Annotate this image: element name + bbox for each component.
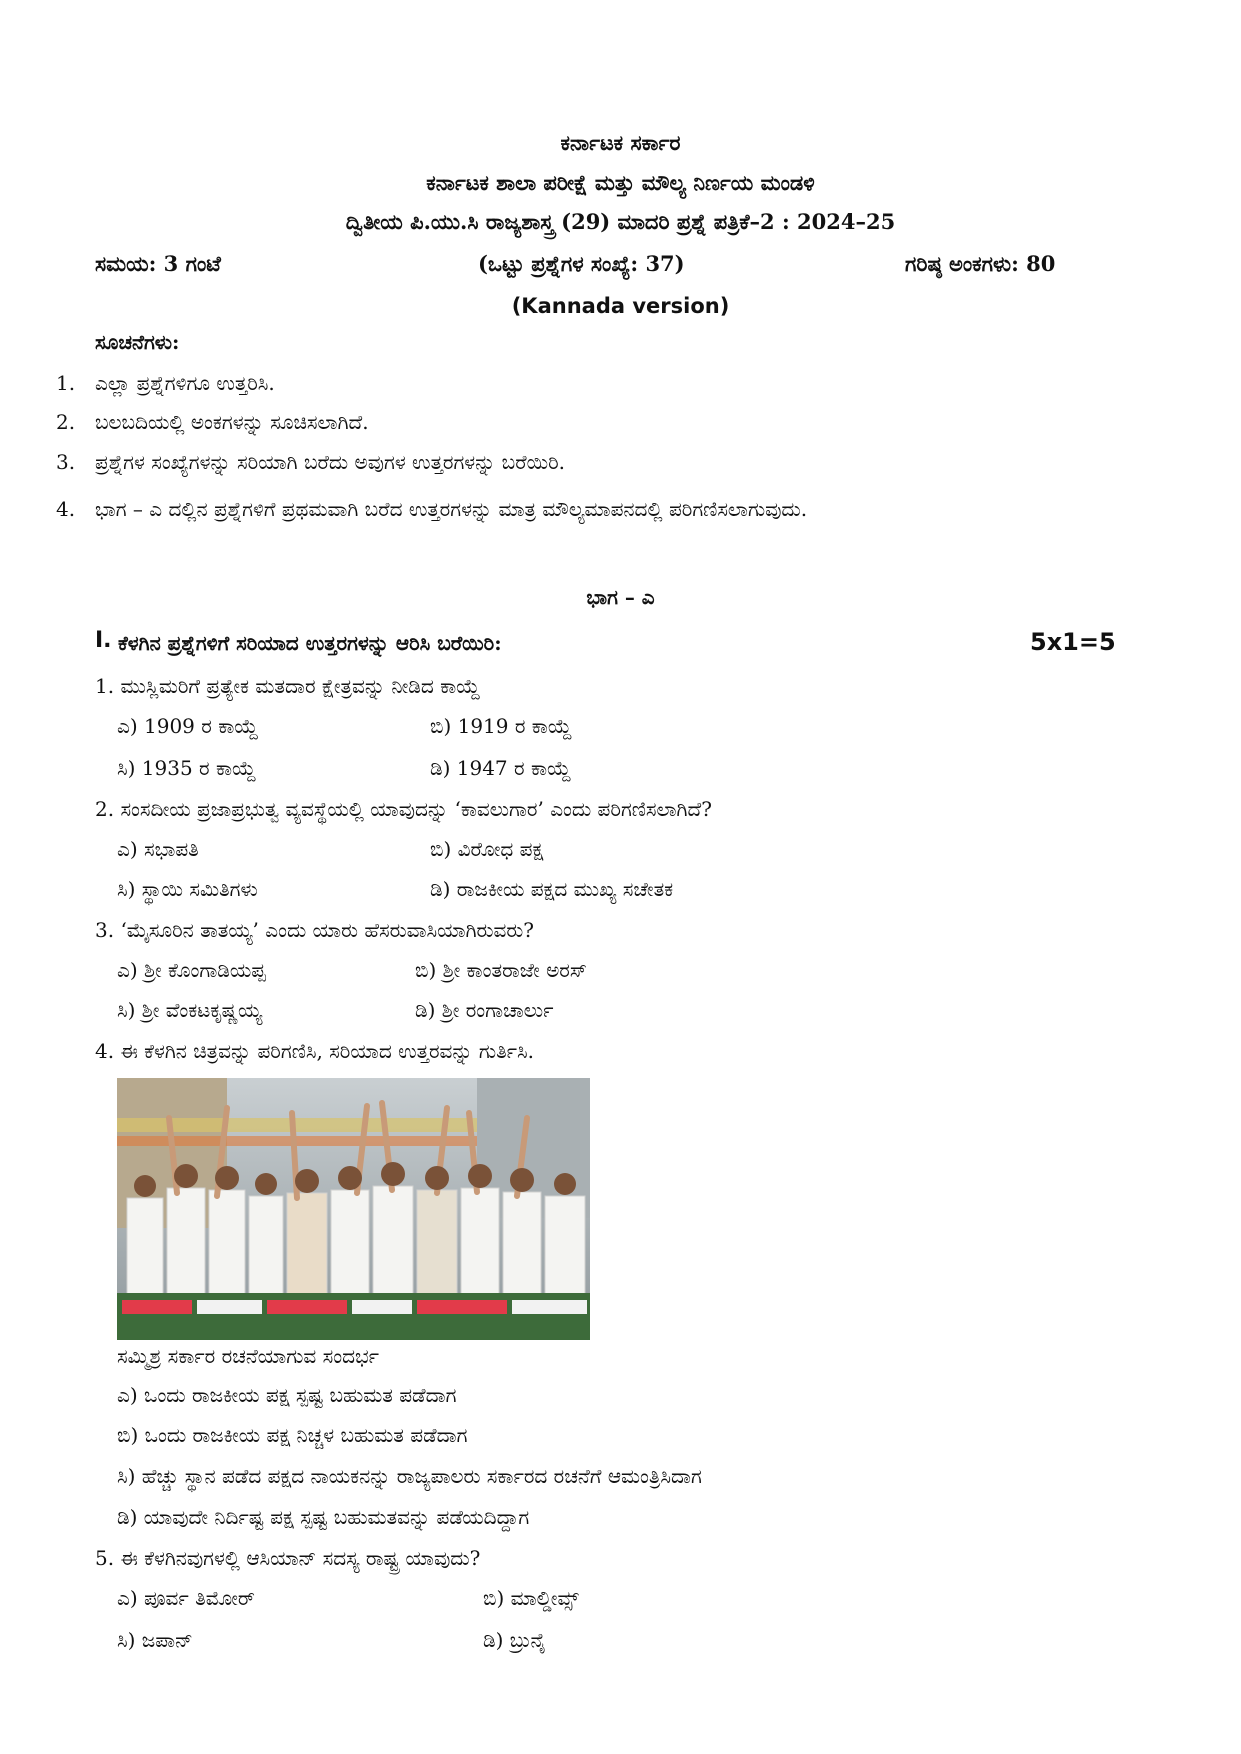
option-d: ಡಿ) ಶ್ರೀ ರಂಗಾಚಾರ್ಲು [415,998,554,1022]
part-marks: 5x1=5 [1030,628,1116,656]
question-4: 4. ಈ ಕೆಳಗಿನ ಚಿತ್ರವನ್ನು ಪರಿಗಣಿಸಿ, ಸರಿಯಾದ ಉತ್ತರವನ್ನು ಗುರ್ತಿಸಿ. [95,1039,535,1063]
max-marks-label: ಗರಿಷ್ಠ ಅಂಕಗಳು: 80 [905,251,1056,276]
option-c: ಸಿ) ಜಪಾನ್ [117,1628,193,1652]
instructions-heading: ಸೂಚನೆಗಳು: [95,330,180,354]
option-d: ಡಿ) ಯಾವುದೇ ನಿರ್ದಿಷ್ಟ ಪಕ್ಷ ಸ್ಪಷ್ಟ ಬಹುಮತವನ್ನು ಪಡೆಯದಿದ್ದಾಗ [117,1505,530,1529]
option-d: ಡಿ) ಬ್ರುನೈ [483,1628,546,1652]
question-2: 2. ಸಂಸದೀಯ ಪ್ರಜಾಪ್ರಭುತ್ವ ವ್ಯವಸ್ಥೆಯಲ್ಲಿ ಯಾವುದನ್ನು ‘ಕಾವಲುಗಾರ’ ಎಂದು ಪರಿಗಣಿಸಲಾಗಿದೆ? [95,797,712,821]
option-a: ಎ) ಸಭಾಪತಿ [117,837,199,861]
instruction-number: 1. [56,371,76,395]
option-c: ಸಿ) ಶ್ರೀ ವೆಂಕಟಕೃಷ್ಣಯ್ಯ [117,998,263,1022]
question-5: 5. ಈ ಕೆಳಗಿನವುಗಳಲ್ಲಿ ಆಸಿಯಾನ್ ಸದಸ್ಯ ರಾಷ್ಟ್ರ ಯಾವುದು? [95,1546,481,1570]
option-b: ಬಿ) ಒಂದು ರಾಜಕೀಯ ಪಕ್ಷ ನಿಚ್ಚಳ ಬಹುಮತ ಪಡೆದಾಗ [117,1423,468,1447]
option-d: ಡಿ) 1947 ರ ಕಾಯ್ದೆ [430,756,572,780]
option-b: ಬಿ) ವಿರೋಧ ಪಕ್ಷ [430,837,544,861]
instruction-number: 2. [56,410,76,434]
option-d: ಡಿ) ರಾಜಕೀಯ ಪಕ್ಷದ ಮುಖ್ಯ ಸಚೇತಕ [430,877,674,901]
option-b: ಬಿ) 1919 ರ ಕಾಯ್ದೆ [430,714,572,738]
option-c: ಸಿ) ಹೆಚ್ಚು ಸ್ಥಾನ ಪಡೆದ ಪಕ್ಷದ ನಾಯಕನನ್ನು ರಾಜ್ಯಪಾಲರು ಸರ್ಕಾರದ ರಚನೆಗೆ ಆಮಂತ್ರಿಸಿದಾಗ [117,1464,702,1488]
coalition-photo [117,1078,590,1340]
option-b: ಬಿ) ಮಾಲ್ಡೀವ್ಸ್ [483,1586,579,1610]
instruction-text: ಭಾಗ – ಎ ದಲ್ಲಿನ ಪ್ರಶ್ನೆಗಳಿಗೆ ಪ್ರಥಮವಾಗಿ ಬರೆದ ಉತ್ತರಗಳನ್ನು ಮಾತ್ರ ಮೌಲ್ಯಮಾಪನದಲ್ಲಿ ಪರಿಗಣಿಸಲಾಗುವುದು. [95,497,808,521]
instruction-number: 3. [56,450,76,474]
govt-title: ಕರ್ನಾಟಕ ಸರ್ಕಾರ [560,130,681,155]
photo-caption: ಸಮ್ಮಿಶ್ರ ಸರ್ಕಾರ ರಚನೆಯಾಗುವ ಸಂದರ್ಭ [117,1344,380,1368]
part-label: I. [95,628,112,653]
instruction-text: ಬಲಬದಿಯಲ್ಲಿ ಅಂಕಗಳನ್ನು ಸೂಚಿಸಲಾಗಿದೆ. [95,410,369,434]
part-instruction: ಕೆಳಗಿನ ಪ್ರಶ್ನೆಗಳಿಗೆ ಸರಿಯಾದ ಉತ್ತರಗಳನ್ನು ಆರಿಸಿ ಬರೆಯಿರಿ: [118,631,502,655]
total-questions-label: (ಒಟ್ಟು ಪ್ರಶ್ನೆಗಳ ಸಂಖ್ಯೆ: 37) [478,251,685,276]
option-c: ಸಿ) 1935 ರ ಕಾಯ್ದೆ [117,756,257,780]
option-b: ಬಿ) ಶ್ರೀ ಕಾಂತರಾಜೇ ಅರಸ್ [415,958,587,982]
question-3: 3. ‘ಮೈಸೂರಿನ ತಾತಯ್ಯ’ ಎಂದು ಯಾರು ಹೆಸರುವಾಸಿಯಾಗಿರುವರು? [95,918,534,942]
option-c: ಸಿ) ಸ್ಥಾಯಿ ಸಮಿತಿಗಳು [117,877,258,901]
instruction-number: 4. [56,497,76,521]
section-title: ಭಾಗ – ಎ [586,585,655,609]
paper-title: ದ್ವಿತೀಯ ಪಿ.ಯು.ಸಿ ರಾಜ್ಯಶಾಸ್ತ್ರ (29) ಮಾದರಿ ಪ್ರಶ್ನೆ ಪತ್ರಿಕೆ–2 : 2024–25 [345,209,896,234]
option-a: ಎ) ಪೂರ್ವ ತಿಮೋರ್ [117,1586,255,1610]
instruction-text: ಎಲ್ಲಾ ಪ್ರಶ್ನೆಗಳಿಗೂ ಉತ್ತರಿಸಿ. [95,371,275,395]
question-1: 1. ಮುಸ್ಲಿಮರಿಗೆ ಪ್ರತ್ಯೇಕ ಮತದಾರ ಕ್ಷೇತ್ರವನ್ನು ನೀಡಿದ ಕಾಯ್ದೆ [95,674,481,698]
option-a: ಎ) ಶ್ರೀ ಕೊಂಗಾಡಿಯಪ್ಪ [117,958,266,982]
option-a: ಎ) 1909 ರ ಕಾಯ್ದೆ [117,714,259,738]
instruction-text: ಪ್ರಶ್ನೆಗಳ ಸಂಖ್ಯೆಗಳನ್ನು ಸರಿಯಾಗಿ ಬರೆದು ಅವುಗಳ ಉತ್ತರಗಳನ್ನು ಬರೆಯಿರಿ. [95,450,565,474]
version-label: (Kannada version) [511,294,730,318]
time-label: ಸಮಯ: 3 ಗಂಟೆ [95,251,221,276]
option-a: ಎ) ಒಂದು ರಾಜಕೀಯ ಪಕ್ಷ ಸ್ಪಷ್ಟ ಬಹುಮತ ಪಡೆದಾಗ [117,1383,457,1407]
board-title: ಕರ್ನಾಟಕ ಶಾಲಾ ಪರೀಕ್ಷೆ ಮತ್ತು ಮೌಲ್ಯ ನಿರ್ಣಯ ಮಂಡಳಿ [426,170,815,195]
